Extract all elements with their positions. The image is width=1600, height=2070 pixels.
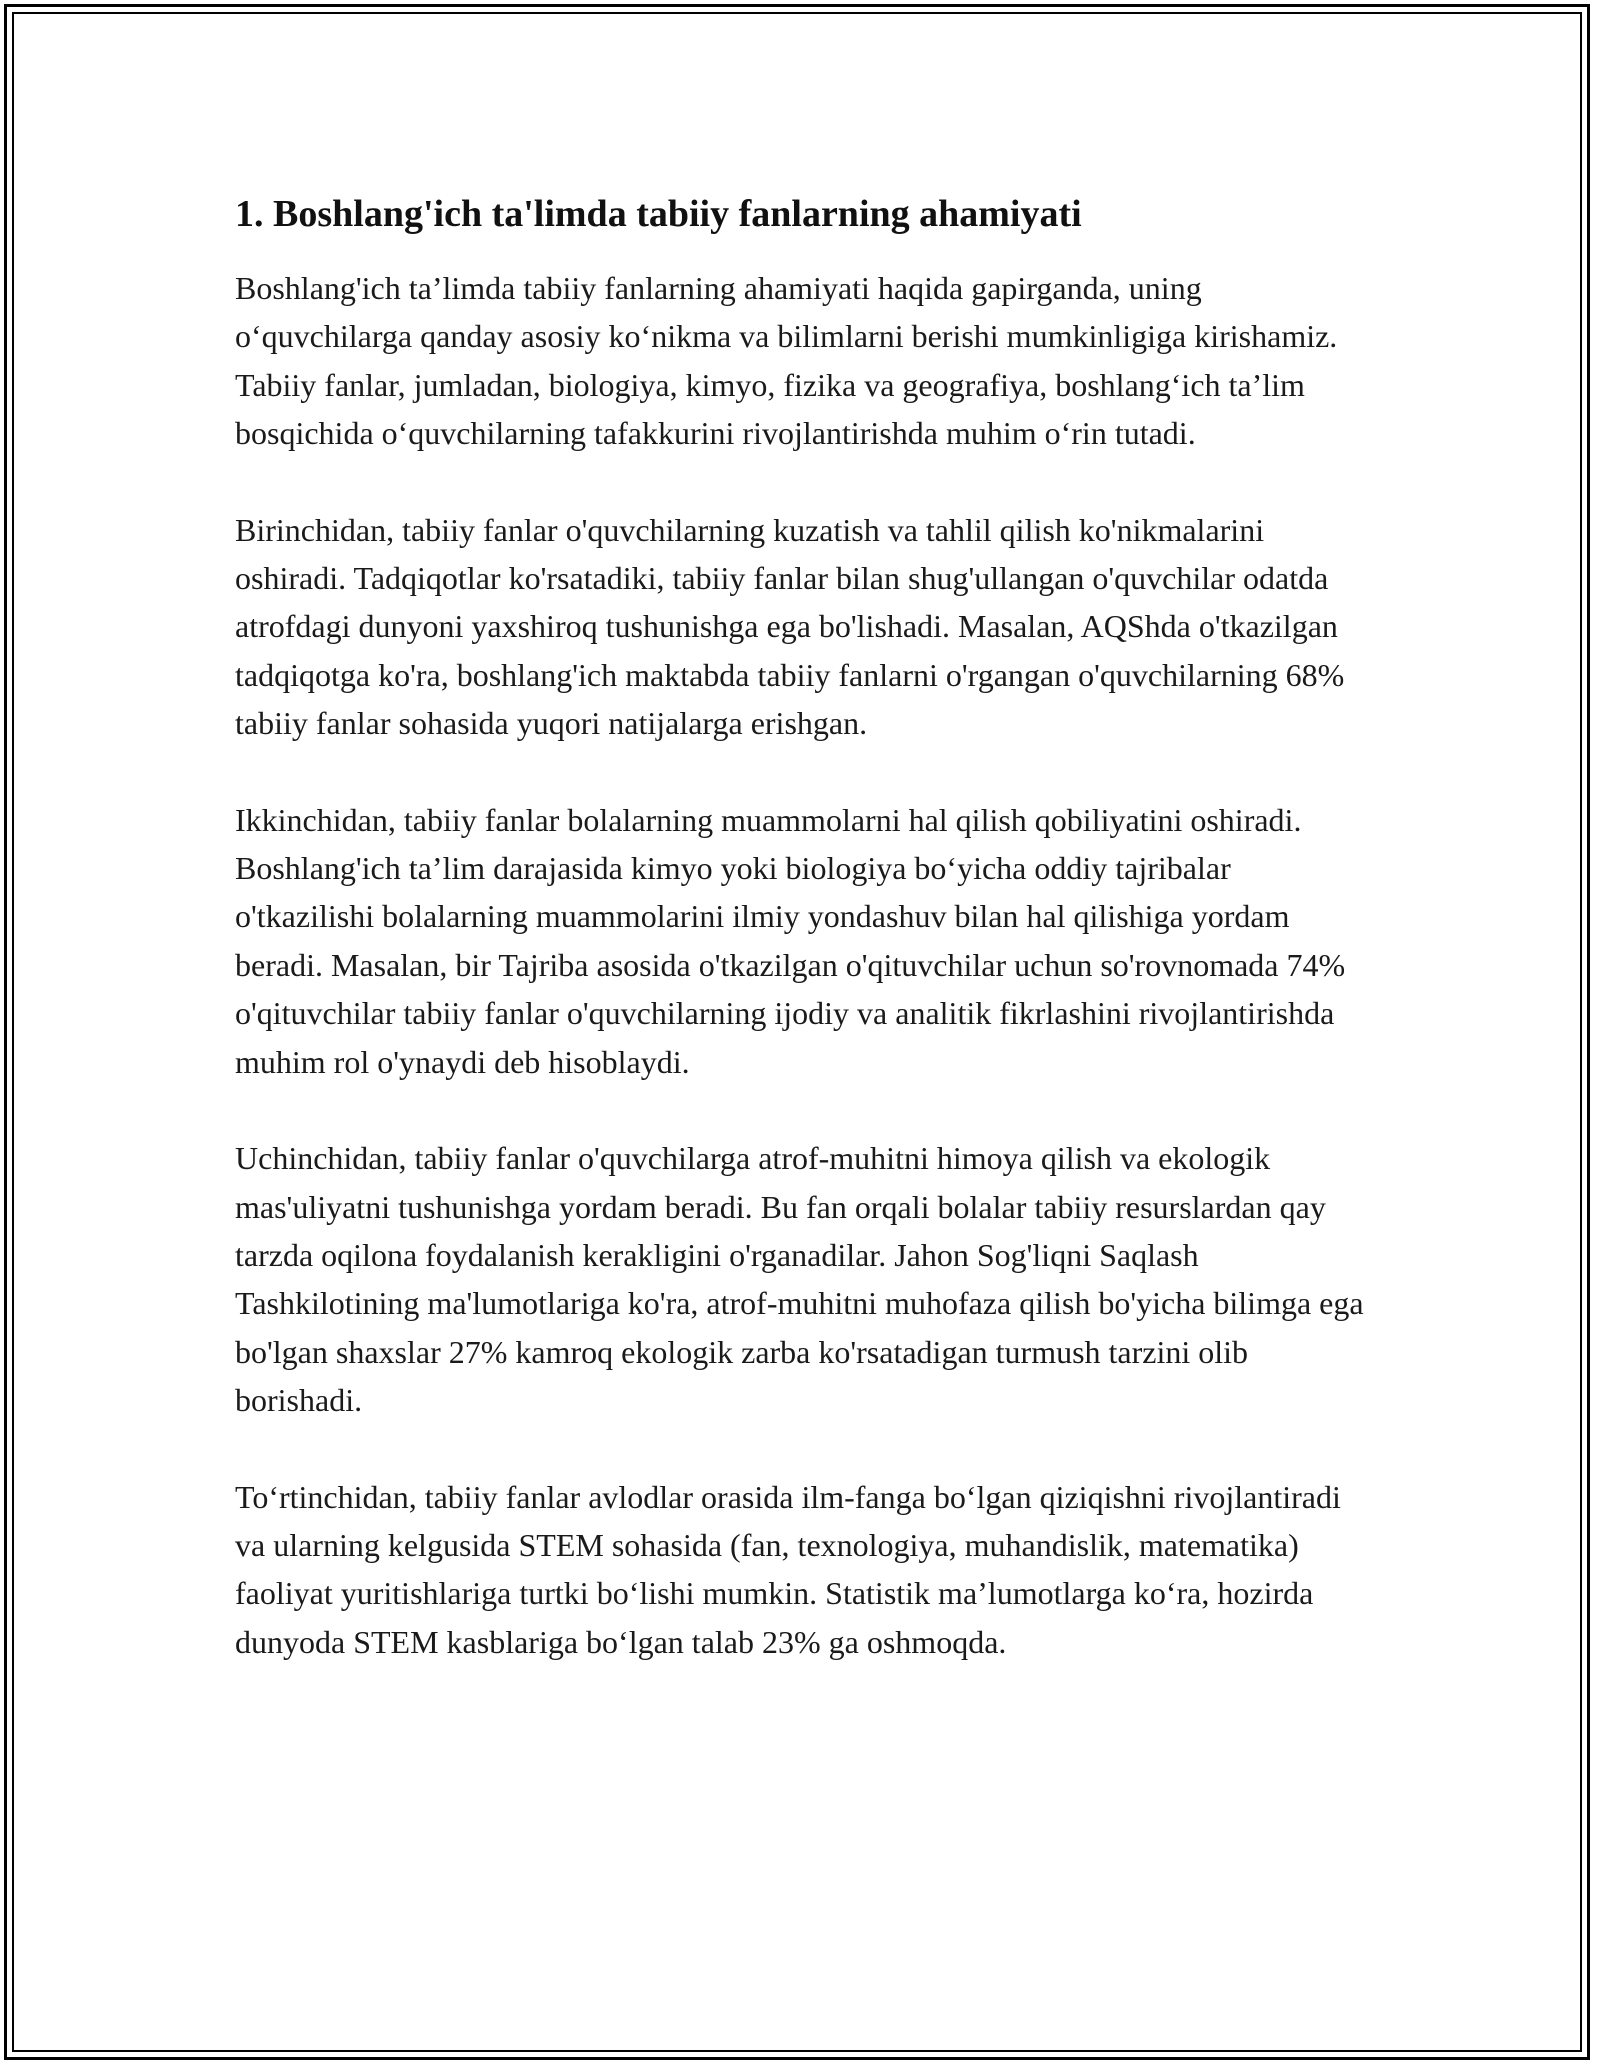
paragraph-fourth: To‘rtinchidan, tabiiy fanlar avlodlar orasida ilm-fanga bo‘lgan qiziqishni rivojlantiradi va ularning kelgusida STEM sohasida (fan, texnologiya, muhandislik, matematika) faoliyat yuritishlariga turtki bo‘lishi mumkin. Statistik ma’lumotlarga ko‘ra, hozirda dunyoda STEM kasblariga bo‘lgan talab 23% ga oshmoqda. xyxy=(235,1478,1341,1660)
section-heading: 1. Boshlang'ich ta'limda tabiiy fanlarning ahamiyati xyxy=(235,193,1082,235)
paragraph-intro: Boshlang'ich ta’limda tabiiy fanlarning ahamiyati haqida gapirganda, uning o‘quvchilarga qanday asosiy ko‘nikma va bilimlarni berishi mumkinligiga kirishamiz. Tabiiy fanlar, jumladan, biologiya, kimyo, fizika va geografiya, boshlang‘ich ta’lim bosqichida o‘quvchilarning tafakkurini rivojlantirishda muhim o‘rin tutadi. xyxy=(235,270,1338,452)
paragraph-second: Ikkinchidan, tabiiy fanlar bolalarning muammolarni hal qilish qobiliyatini oshiradi. Boshlang'ich ta’lim darajasida kimyo yoki biologiya bo‘yicha oddiy tajribalar o'tkazilishi bolalarning muammolarini ilmiy yondashuv bilan hal qilishiga yordam beradi. Masalan, bir Tajriba asosida o'tkazilgan o'qituvchilar uchun so'rovnomada 74% o'qituvchilar tabiiy fanlar o'quvchilarning ijodiy va analitik fikrlashini rivojlantirishda muhim rol o'ynaydi deb hisoblaydi. xyxy=(235,801,1346,1080)
paragraph-first: Birinchidan, tabiiy fanlar o'quvchilarning kuzatish va tahlil qilish ko'nikmalarini oshiradi. Tadqiqotlar ko'rsatadiki, tabiiy fanlar bilan shug'ullangan o'quvchilar odatda atrofdagi dunyoni yaxshiroq tushunishga ega bo'lishadi. Masalan, AQShda o'tkazilgan tadqiqotga ko'ra, boshlang'ich maktabda tabiiy fanlarni o'rgangan o'quvchilarning 68% tabiiy fanlar sohasida yuqori natijalarga erishgan. xyxy=(235,511,1345,742)
paragraph-third: Uchinchidan, tabiiy fanlar o'quvchilarga atrof-muhitni himoya qilish va ekologik mas'uliyatni tushunishga yordam beradi. Bu fan orqali bolalar tabiiy resurslardan qay tarzda oqilona foydalanish kerakligini o'rganadilar. Jahon Sog'liqni Saqlash Tashkilotining ma'lumotlariga ko'ra, atrof-muhitni muhofaza qilish bo'yicha bilimga ega bo'lgan shaxslar 27% kamroq ekologik zarba ko'rsatadigan turmush tarzini olib borishadi. xyxy=(235,1140,1364,1419)
document-body xyxy=(235,186,1375,1714)
